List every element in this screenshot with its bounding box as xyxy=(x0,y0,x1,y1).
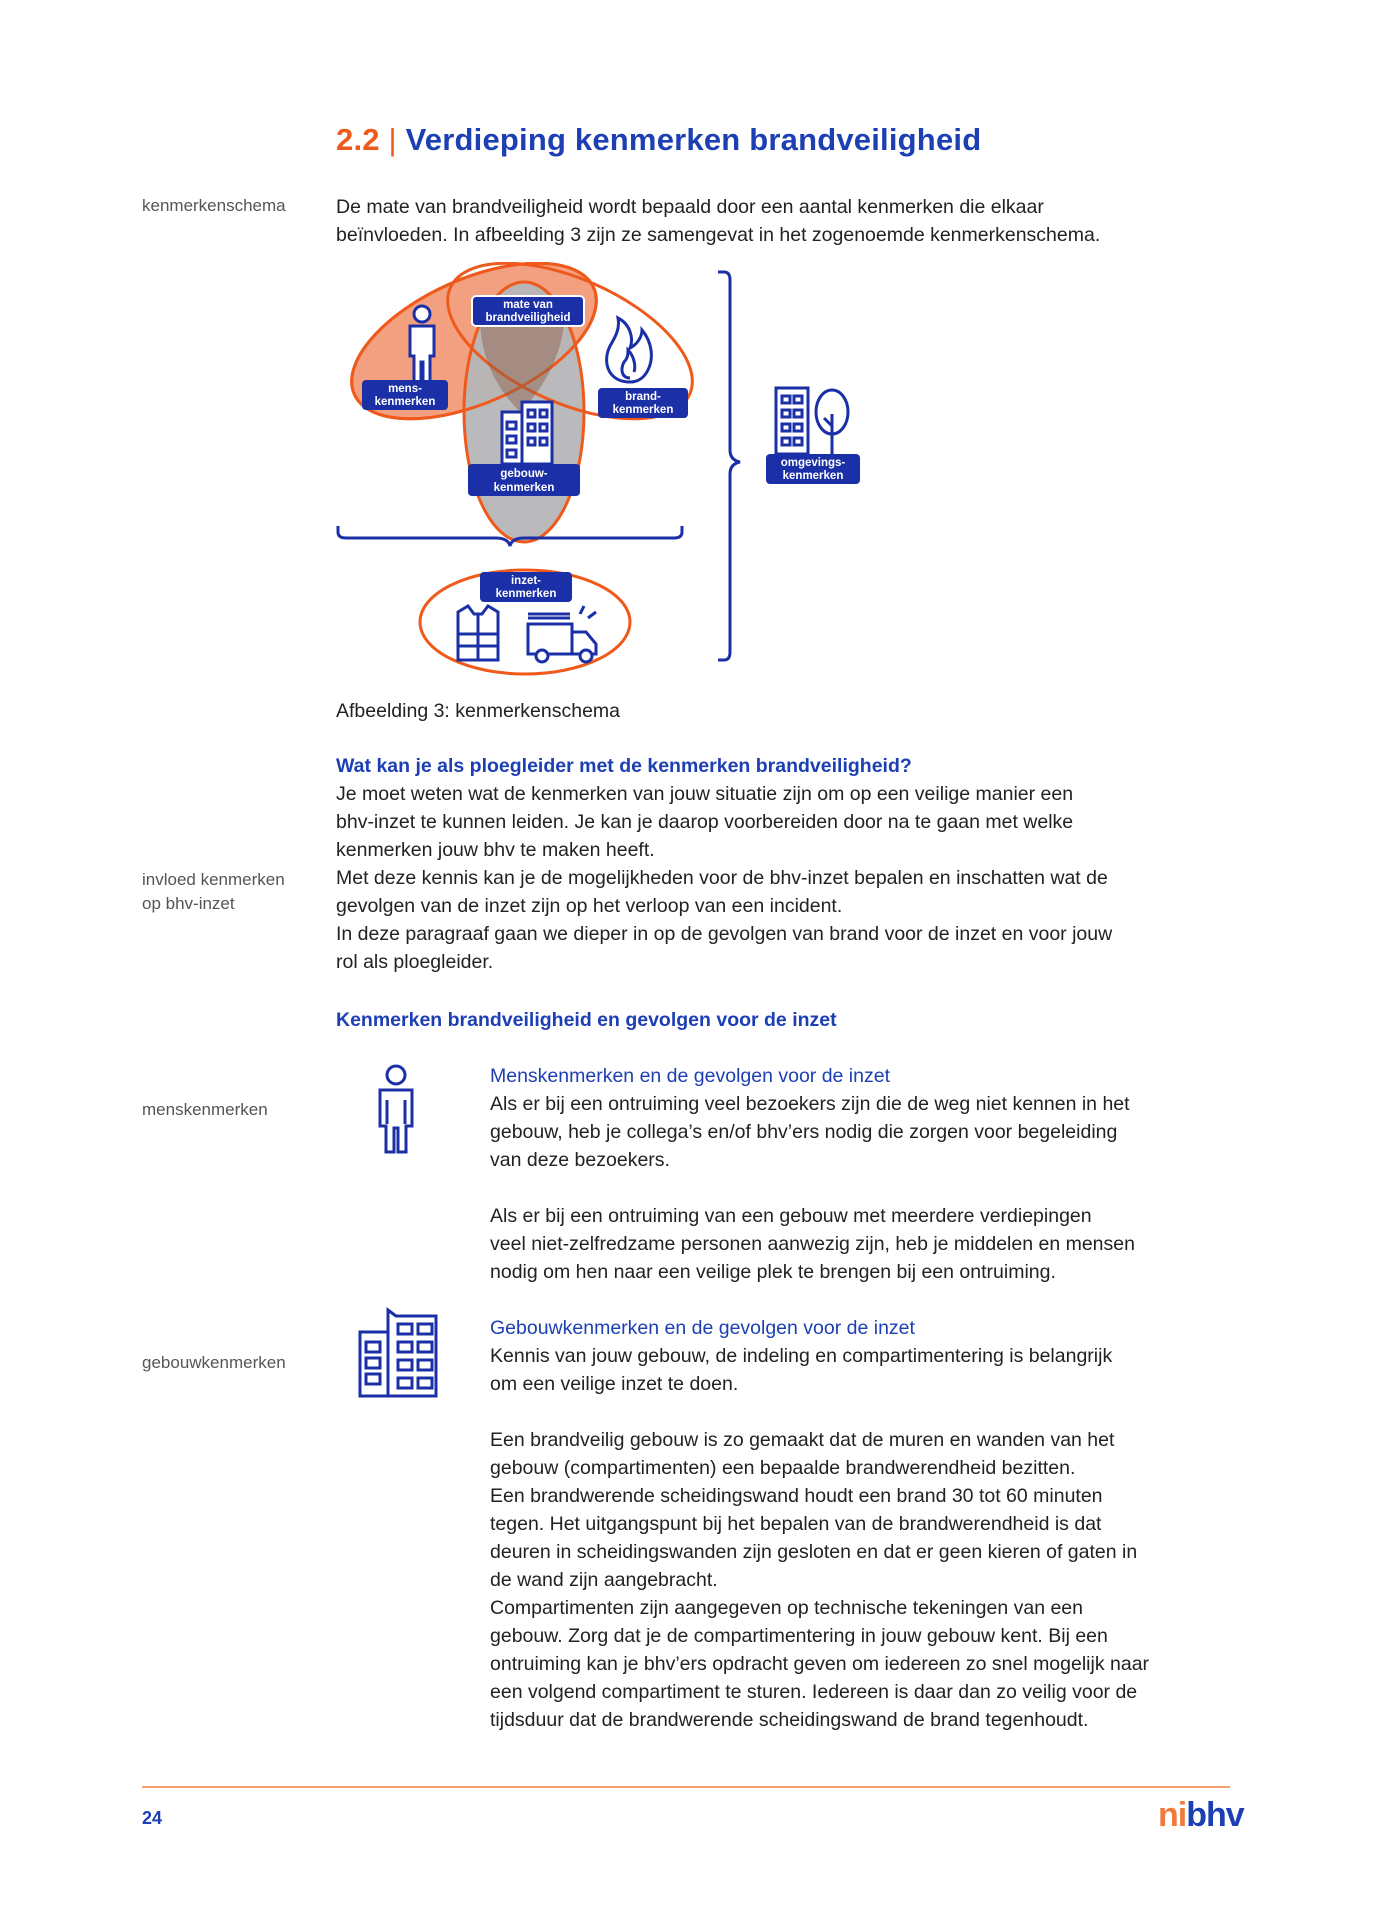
building-icon xyxy=(502,402,552,464)
tag-gebouw-line2: kenmerken xyxy=(493,482,555,494)
nibhv-logo xyxy=(1158,1796,1244,1835)
section-title: Verdieping kenmerken brandveiligheid xyxy=(405,122,982,157)
section-number: 2.2 xyxy=(336,122,380,157)
person-icon xyxy=(410,306,434,388)
tag-brand-line2: kenmerken xyxy=(612,404,674,416)
body-line: veel niet-zelfredzame personen aanwezig zijn, heb je middelen en mensen xyxy=(490,1233,1135,1255)
body-line: In deze paragraaf gaan we dieper in op de gevolgen van brand voor de inzet en voor jouw xyxy=(336,923,1113,945)
body-line: de wand zijn aangebracht. xyxy=(490,1569,718,1591)
tag-mate-line2: brandveiligheid xyxy=(485,312,571,324)
side-label-menskenmerken: menskenmerken xyxy=(142,1100,268,1119)
gebouw-title: Gebouwkenmerken en de gevolgen voor de inzet xyxy=(490,1317,915,1339)
logo-bhv: bhv xyxy=(1186,1796,1244,1834)
tag-inzet-line1: inzet- xyxy=(510,575,542,587)
body-line: Een brandveilig gebouw is zo gemaakt dat de muren en wanden van het xyxy=(490,1429,1115,1451)
body-line: Compartimenten zijn aangegeven op technische tekeningen van een xyxy=(490,1597,1083,1619)
body-line: van deze bezoekers. xyxy=(490,1149,670,1171)
body-line: Een brandwerende scheidingswand houdt een brand 30 tot 60 minuten xyxy=(490,1485,1103,1507)
omgeving-group xyxy=(766,384,906,488)
section2-heading: Kenmerken brandveiligheid en gevolgen voor de inzet xyxy=(336,1009,837,1031)
gebouw-block xyxy=(490,1314,1250,1734)
body-line: kenmerken jouw bhv te maken heeft. xyxy=(336,839,655,861)
vest-icon xyxy=(458,606,498,660)
intro-line: De mate van brandveiligheid wordt bepaald door een aantal kenmerken die elkaar xyxy=(336,196,1044,218)
body-line: een volgend compartiment te sturen. Iedereen is daar dan zo veilig voor de xyxy=(490,1681,1138,1703)
body-line: gebouw, heb je collega’s en/of bhv’ers nodig die zorgen voor begeleiding xyxy=(490,1121,1118,1143)
tag-gebouw xyxy=(468,464,580,496)
tag-mens xyxy=(362,380,448,410)
body-line: deuren in scheidingswanden zijn gesloten en dat er geen kieren of gaten in xyxy=(490,1541,1138,1563)
side-label-invloed-line1: invloed kenmerken xyxy=(142,870,285,889)
tag-inzet-line2: kenmerken xyxy=(495,588,557,600)
tag-mens-line2: kenmerken xyxy=(374,396,436,408)
tag-omgeving-line1: omgevings- xyxy=(780,457,846,469)
tag-brand-line1: brand- xyxy=(625,391,661,403)
body-line: om een veilige inzet te doen. xyxy=(490,1373,739,1395)
body-line: Kennis van jouw gebouw, de indeling en compartimentering is belangrijk xyxy=(490,1345,1113,1367)
fire-truck-icon xyxy=(528,606,596,662)
intro-line: beïnvloeden. In afbeelding 3 zijn ze samengevat in het zogenoemde kenmerkenschema. xyxy=(336,224,1101,246)
body-line: gevolgen van de inzet zijn op het verloop van een incident. xyxy=(336,895,843,917)
body-line: bhv-inzet te kunnen leiden. Je kan je daarop voorbereiden door na te gaan met welke xyxy=(336,811,1074,833)
tag-omgeving-line2: kenmerken xyxy=(782,470,844,482)
figure-caption: Afbeelding 3: kenmerkenschema xyxy=(336,700,620,722)
body-line: Als er bij een ontruiming veel bezoekers zijn die de weg niet kennen in het xyxy=(490,1093,1130,1115)
section-heading xyxy=(336,122,981,158)
heading-separator: | xyxy=(388,122,397,157)
logo-ni: ni xyxy=(1158,1796,1187,1834)
body-line: ontruiming kan je bhv’ers opdracht geven om iedereen zo snel mogelijk naar xyxy=(490,1653,1150,1675)
tag-mate xyxy=(472,296,584,326)
tag-mens-line1: mens- xyxy=(388,383,422,395)
tag-inzet xyxy=(480,572,572,602)
section-ploegleider xyxy=(336,752,1236,976)
side-label-kenmerkenschema: kenmerkenschema xyxy=(142,196,286,215)
body-line: gebouw (compartimenten) een bepaalde brandwerendheid bezitten. xyxy=(490,1457,1076,1479)
body-line: tegen. Het uitgangspunt bij het bepalen van de brandwerendheid is dat xyxy=(490,1513,1102,1535)
flame-icon xyxy=(607,318,652,382)
question-heading: Wat kan je als ploegleider met de kenmerken brandveiligheid? xyxy=(336,755,912,777)
city-tree-icon xyxy=(776,388,848,454)
body-line: Als er bij een ontruiming van een gebouw met meerdere verdiepingen xyxy=(490,1205,1092,1227)
tag-mate-line1: mate van xyxy=(503,299,553,311)
tag-gebouw-line1: gebouw- xyxy=(500,468,548,480)
kenmerkenschema-diagram xyxy=(330,262,770,682)
person-icon-large xyxy=(374,1064,418,1156)
body-line: tijdsduur dat de brandwerende scheidingswand de brand tegenhoudt. xyxy=(490,1709,1089,1731)
body-line: Je moet weten wat de kenmerken van jouw situatie zijn om op een veilige manier een xyxy=(336,783,1074,805)
right-brace xyxy=(718,272,740,660)
mens-block xyxy=(490,1062,1250,1286)
body-line: nodig om hen naar een veilige plek te brengen bij een ontruiming. xyxy=(490,1261,1056,1283)
side-label-gebouwkenmerken: gebouwkenmerken xyxy=(142,1353,286,1372)
body-line: gebouw. Zorg dat je de compartimentering in jouw gebouw kent. Bij een xyxy=(490,1625,1108,1647)
building-icon-large xyxy=(356,1306,442,1400)
intro-paragraph xyxy=(336,193,1226,249)
body-line: rol als ploegleider. xyxy=(336,951,494,973)
mens-title: Menskenmerken en de gevolgen voor de inzet xyxy=(490,1065,890,1087)
side-label-invloed-line2: op bhv-inzet xyxy=(142,894,235,913)
tag-brand xyxy=(598,388,688,418)
body-line: Met deze kennis kan je de mogelijkheden voor de bhv-inzet bepalen en inschatten wat de xyxy=(336,867,1108,889)
side-label-invloed xyxy=(142,868,285,916)
footer-divider xyxy=(142,1786,1230,1788)
page-number: 24 xyxy=(142,1808,163,1828)
